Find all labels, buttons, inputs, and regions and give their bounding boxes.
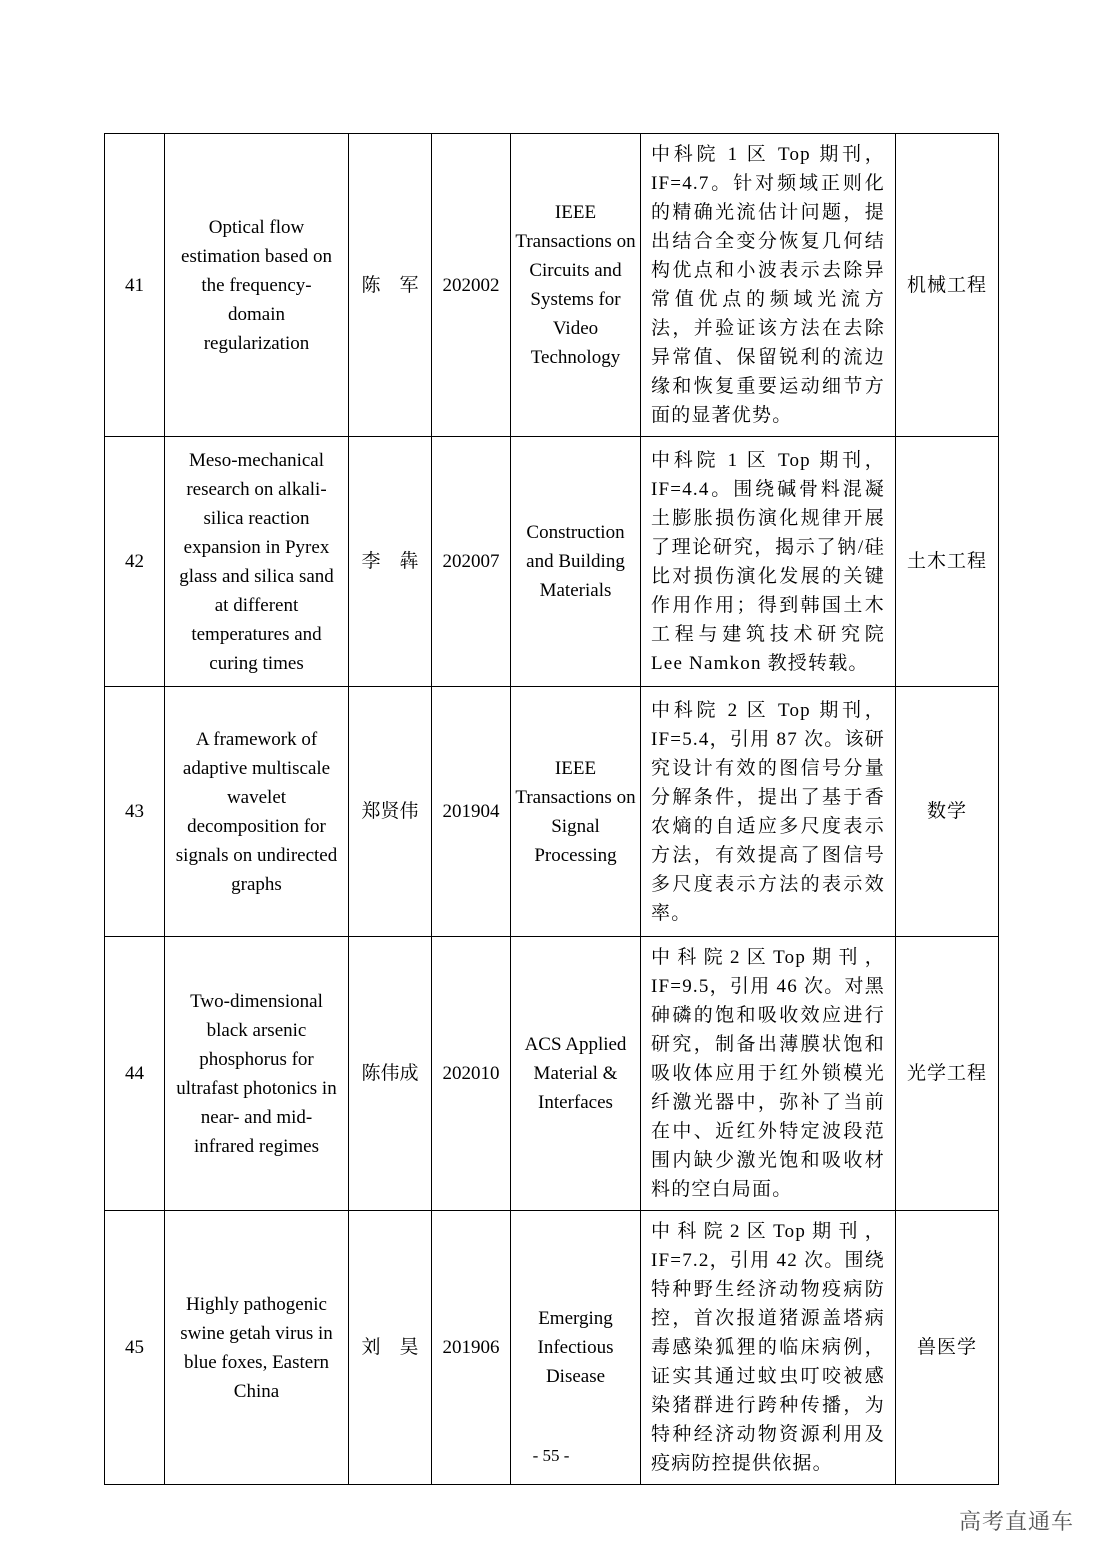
journal: Emerging Infectious Disease xyxy=(511,1211,641,1485)
description: 中科院2区Top期刊，IF=9.5，引用 46 次。对黑砷磷的饱和吸收效应进行研究，制备出薄膜状饱和吸收体应用于红外锁模光纤激光器中，弥补了当前在中、近红外特定波段范围内缺少激光饱和吸收材料的空白局面。 xyxy=(641,937,896,1211)
row-number: 44 xyxy=(105,937,165,1211)
paper-title: Meso-mechanical research on alkali-silica reaction expansion in Pyrex glass and silica sand at different temperatures and curing times xyxy=(165,437,349,687)
discipline: 数学 xyxy=(896,687,999,937)
paper-title: A framework of adaptive multiscale wavelet decomposition for signals on undirected graphs xyxy=(165,687,349,937)
journal: IEEE Transactions on Circuits and Systems for Video Technology xyxy=(511,134,641,437)
publish-date: 202010 xyxy=(432,937,511,1211)
author: 陈伟成 xyxy=(349,937,432,1211)
publish-date: 202007 xyxy=(432,437,511,687)
achievements-table xyxy=(104,133,999,1485)
description: 中科院 1 区 Top 期刊，IF=4.7。针对频域正则化的精确光流估计问题，提出结合全变分恢复几何结构优点和小波表示去除异常值优点的频域光流方法，并验证该方法在去除异常值、保留锐利的流边缘和恢复重要运动细节方面的显著优势。 xyxy=(641,134,896,437)
description: 中科院2区Top期刊，IF=7.2，引用 42 次。围绕特种野生经济动物疫病防控，首次报道猪源盖塔病毒感染狐狸的临床病例，证实其通过蚊虫叮咬被感染猪群进行跨种传播，为特种经济动物资源利用及疫病防控提供依据。 xyxy=(641,1211,896,1485)
paper-title: Two-dimensional black arsenic phosphorus for ultrafast photonics in near- and mid-infrared regimes xyxy=(165,937,349,1211)
paper-title: Optical flow estimation based on the frequency-domain regularization xyxy=(165,134,349,437)
description: 中科院 1 区 Top 期刊，IF=4.4。围绕碱骨料混凝土膨胀损伤演化规律开展了理论研究，揭示了钠/硅比对损伤演化发展的关键作用作用；得到韩国土木工程与建筑技术研究院 Lee Namkon 教授转载。 xyxy=(641,437,896,687)
table-row xyxy=(105,437,999,687)
row-number: 41 xyxy=(105,134,165,437)
watermark: 高考直通车 xyxy=(958,1510,1074,1535)
publish-date: 201904 xyxy=(432,687,511,937)
journal: Construction and Building Materials xyxy=(511,437,641,687)
discipline: 土木工程 xyxy=(896,437,999,687)
discipline: 兽医学 xyxy=(896,1211,999,1485)
row-number: 43 xyxy=(105,687,165,937)
row-number: 42 xyxy=(105,437,165,687)
publish-date: 201906 xyxy=(432,1211,511,1485)
paper-title: Highly pathogenic swine getah virus in blue foxes, Eastern China xyxy=(165,1211,349,1485)
author: 李 犇 xyxy=(349,437,432,687)
page-number: - 55 - xyxy=(532,1446,570,1465)
publish-date: 202002 xyxy=(432,134,511,437)
journal: IEEE Transactions on Signal Processing xyxy=(511,687,641,937)
discipline: 机械工程 xyxy=(896,134,999,437)
journal: ACS Applied Material & Interfaces xyxy=(511,937,641,1211)
table-row xyxy=(105,937,999,1211)
row-number: 45 xyxy=(105,1211,165,1485)
table-row xyxy=(105,134,999,437)
author: 刘 昊 xyxy=(349,1211,432,1485)
discipline: 光学工程 xyxy=(896,937,999,1211)
table-row xyxy=(105,1211,999,1485)
description: 中科院 2 区 Top 期刊，IF=5.4，引用 87 次。该研究设计有效的图信号分量分解条件，提出了基于香农熵的自适应多尺度表示方法，有效提高了图信号多尺度表示方法的表示效率。 xyxy=(641,687,896,937)
author: 陈 军 xyxy=(349,134,432,437)
author: 郑贤伟 xyxy=(349,687,432,937)
table-row xyxy=(105,687,999,937)
